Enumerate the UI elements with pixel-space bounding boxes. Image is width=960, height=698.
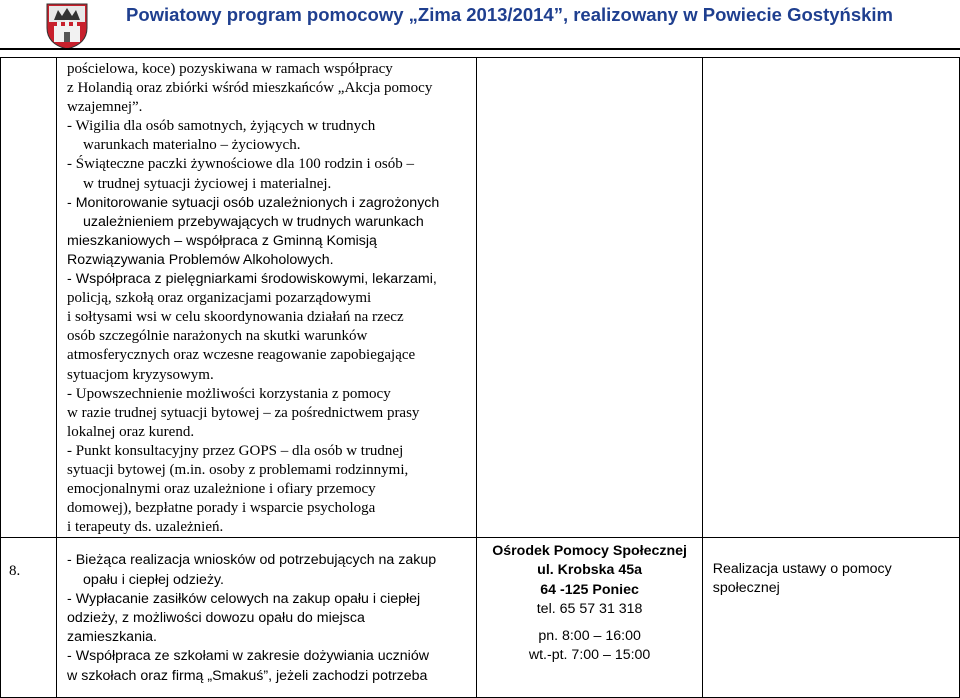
activity-line: warunkach materialno – życiowych. bbox=[83, 137, 301, 154]
table-row-8 bbox=[1, 538, 960, 698]
activity-line: sytuacjom kryzysowym. bbox=[67, 366, 214, 383]
activity-line: emocjonalnymi oraz uzależnione i ofiary przemocy bbox=[67, 481, 376, 498]
cell-activities bbox=[57, 538, 477, 698]
implementation-basis: Realizacja ustawy o pomocy społecznej bbox=[712, 561, 892, 597]
activity-line: wzajemnej”. bbox=[67, 99, 143, 116]
activity-line: odzieży, z możliwości dowozu opału do miejsca bbox=[67, 609, 365, 626]
activity-line: - Bieżąca realizacja wniosków od potrzebujących na zakup bbox=[67, 552, 437, 569]
page-title: Powiatowy program pomocowy „Zima 2013/2014”, realizowany w Powiecie Gostyńskim bbox=[126, 4, 893, 25]
cell-office bbox=[477, 538, 702, 698]
activity-line: - Upowszechnienie możliwości korzystania z pomocy bbox=[67, 385, 391, 402]
activity-line: - Współpraca ze szkołami w zakresie dożywiania uczniów bbox=[67, 648, 429, 665]
page-header bbox=[0, 0, 960, 52]
office-phone: tel. 65 57 31 318 bbox=[536, 600, 643, 617]
activity-line: w szkołach oraz firmą „Smakuś”, jeżeli zachodzi potrzeba bbox=[67, 667, 428, 684]
activity-line: opału i ciepłej odzieży. bbox=[83, 571, 224, 588]
activity-line: policją, szkołą oraz organizacjami pozarządowymi bbox=[67, 290, 372, 307]
office-name: Ośrodek Pomocy Społecznej bbox=[492, 543, 687, 560]
office-hours: wt.-pt. 7:00 – 15:00 bbox=[528, 646, 651, 663]
activity-line: mieszkaniowych – współpraca z Gminną Komisją bbox=[67, 232, 377, 249]
activity-line: Rozwiązywania Problemów Alkoholowych. bbox=[67, 251, 334, 268]
activity-line: i sołtysami wsi w celu skoordynowania działań na rzecz bbox=[67, 309, 404, 326]
activity-line: uzależnieniem przebywających w trudnych warunkach bbox=[83, 213, 424, 230]
row-number: 8. bbox=[9, 563, 21, 580]
cell-activities bbox=[57, 58, 477, 538]
table-row-continued bbox=[1, 58, 960, 538]
program-table bbox=[0, 57, 960, 698]
cell-number bbox=[1, 538, 57, 698]
activity-line: - Współpraca z pielęgniarkami środowiskowymi, lekarzami, bbox=[67, 271, 437, 288]
activity-line: w razie trudnej sytuacji bytowej – za pośrednictwem prasy bbox=[67, 404, 420, 421]
activity-line: - Wypłacanie zasiłków celowych na zakup opału i ciepłej bbox=[67, 590, 421, 607]
activity-line: - Świąteczne paczki żywnościowe dla 100 rodzin i osób – bbox=[67, 156, 415, 173]
activity-line: zamieszkania. bbox=[67, 629, 157, 646]
activity-line: lokalnej oraz kurend. bbox=[67, 423, 195, 440]
activity-line: i terapeuty ds. uzależnień. bbox=[67, 519, 224, 536]
cell-implementation-empty bbox=[702, 58, 959, 538]
activity-line: pościelowa, koce) pozyskiwana w ramach współpracy bbox=[67, 61, 393, 77]
cell-implementation bbox=[702, 538, 959, 698]
office-city: 64 -125 Poniec bbox=[540, 581, 639, 598]
activity-line: domowej), bezpłatne porady i wsparcie psychologa bbox=[67, 500, 376, 517]
office-hours: pn. 8:00 – 16:00 bbox=[538, 627, 641, 644]
office-street: ul. Krobska 45a bbox=[537, 562, 643, 579]
coat-of-arms-icon bbox=[44, 2, 90, 50]
activity-line: - Punkt konsultacyjny przez GOPS – dla osób w trudnej bbox=[67, 442, 404, 459]
cell-office-empty bbox=[477, 58, 702, 538]
activity-line: - Monitorowanie sytuacji osób uzależnionych i zagrożonych bbox=[67, 194, 440, 211]
activity-line: sytuacji bytowej (m.in. osoby z problemami rodzinnymi, bbox=[67, 461, 409, 478]
header-rule bbox=[0, 48, 960, 50]
activity-line: - Wigilia dla osób samotnych, żyjących w trudnych bbox=[67, 118, 376, 135]
activity-line: w trudnej sytuacji życiowej i materialnej. bbox=[83, 175, 332, 192]
cell-number-empty bbox=[1, 58, 57, 538]
activity-line: z Holandią oraz zbiórki wśród mieszkańców „Akcja pomocy bbox=[67, 80, 433, 97]
activity-line: atmosferycznych oraz wczesne reagowanie zapobiegające bbox=[67, 347, 416, 364]
activity-line: osób szczególnie narażonych na skutki warunków bbox=[67, 328, 368, 345]
